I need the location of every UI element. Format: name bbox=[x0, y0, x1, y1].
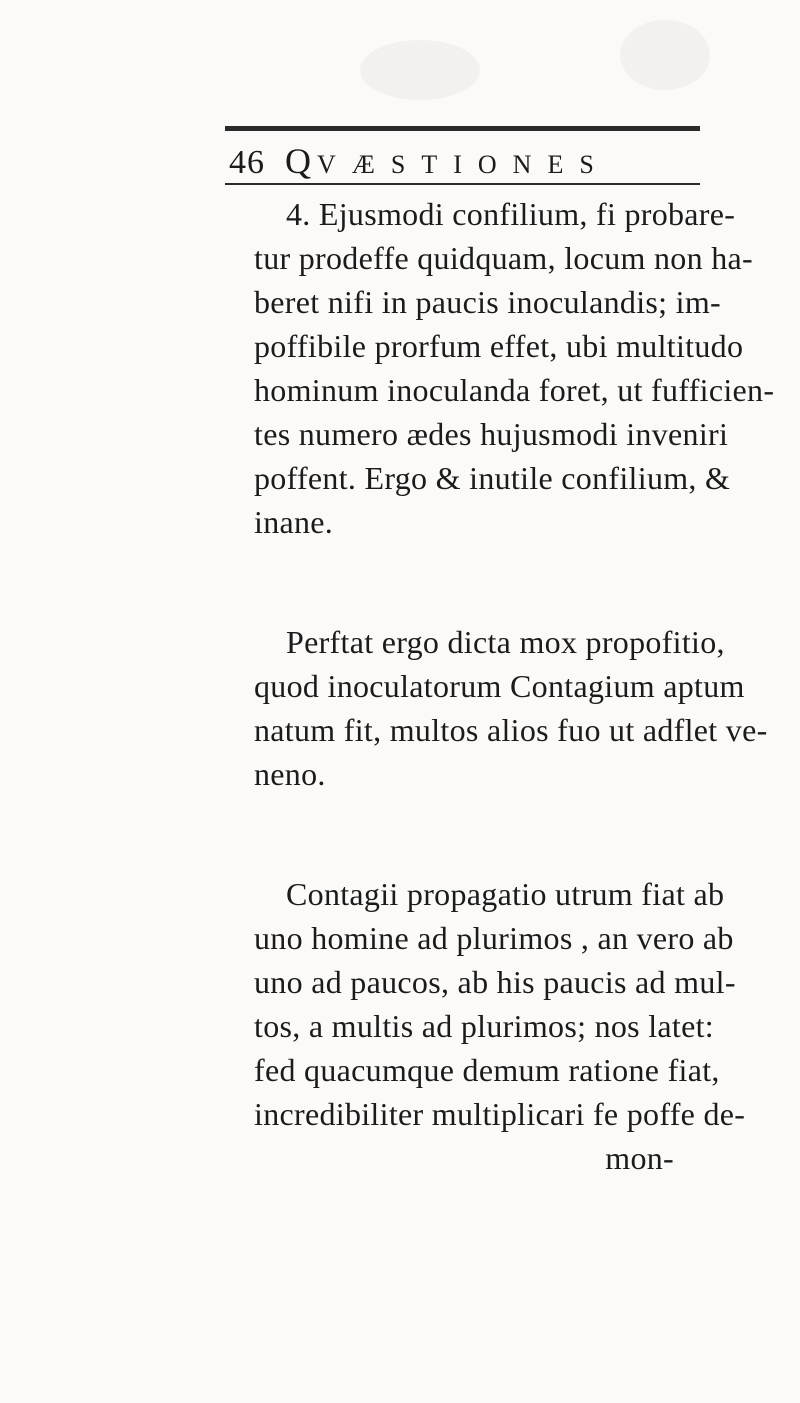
body-text bbox=[254, 192, 775, 1180]
text-line: poffibile prorfum effet, ubi multitudo bbox=[254, 328, 744, 364]
header-rule-bottom bbox=[225, 183, 700, 185]
text-line: natum fit, multos alios fuo ut adflet ve- bbox=[254, 712, 768, 748]
running-title-initial: Q bbox=[285, 141, 317, 181]
text-line: beret nifi in paucis inoculandis; im- bbox=[254, 284, 721, 320]
paragraph-gap bbox=[254, 544, 714, 620]
text-line: tos, a multis ad plurimos; nos latet: bbox=[254, 1008, 714, 1044]
paragraph-gap bbox=[254, 796, 714, 872]
catchword: mon- bbox=[605, 1140, 674, 1176]
text-line: tes numero ædes hujusmodi inveniri bbox=[254, 416, 729, 452]
text-line: uno ad paucos, ab his paucis ad mul- bbox=[254, 964, 736, 1000]
text-line: inane. bbox=[254, 504, 334, 540]
header-rule-top bbox=[225, 126, 700, 131]
paragraph-2 bbox=[254, 620, 768, 796]
running-title bbox=[285, 140, 610, 182]
text-line: incredibiliter multiplicari fe poffe de- bbox=[254, 1096, 746, 1132]
text-line: hominum inoculanda foret, ut fufficien- bbox=[254, 372, 775, 408]
text-line: tur prodeffe quidquam, locum non ha- bbox=[254, 240, 753, 276]
page-number: 46 bbox=[229, 144, 265, 181]
text-line: 4. Ejusmodi confilium, fi probare- bbox=[286, 196, 736, 232]
text-line: Perftat ergo dicta mox propofitio, bbox=[286, 624, 725, 660]
running-title-rest: VÆSTIONES bbox=[317, 150, 610, 179]
text-line: neno. bbox=[254, 756, 326, 792]
text-line: uno homine ad plurimos , an vero ab bbox=[254, 920, 734, 956]
paper-stain bbox=[360, 40, 480, 100]
text-line: quod inoculatorum Contagium aptum bbox=[254, 668, 745, 704]
paper-stain bbox=[620, 20, 710, 90]
paragraph-3 bbox=[254, 872, 746, 1180]
paragraph-1 bbox=[254, 192, 775, 544]
text-line: fed quacumque demum ratione fiat, bbox=[254, 1052, 720, 1088]
running-header bbox=[229, 140, 699, 180]
text-line: poffent. Ergo & inutile confilium, & bbox=[254, 460, 731, 496]
text-line: Contagii propagatio utrum fiat ab bbox=[286, 876, 725, 912]
